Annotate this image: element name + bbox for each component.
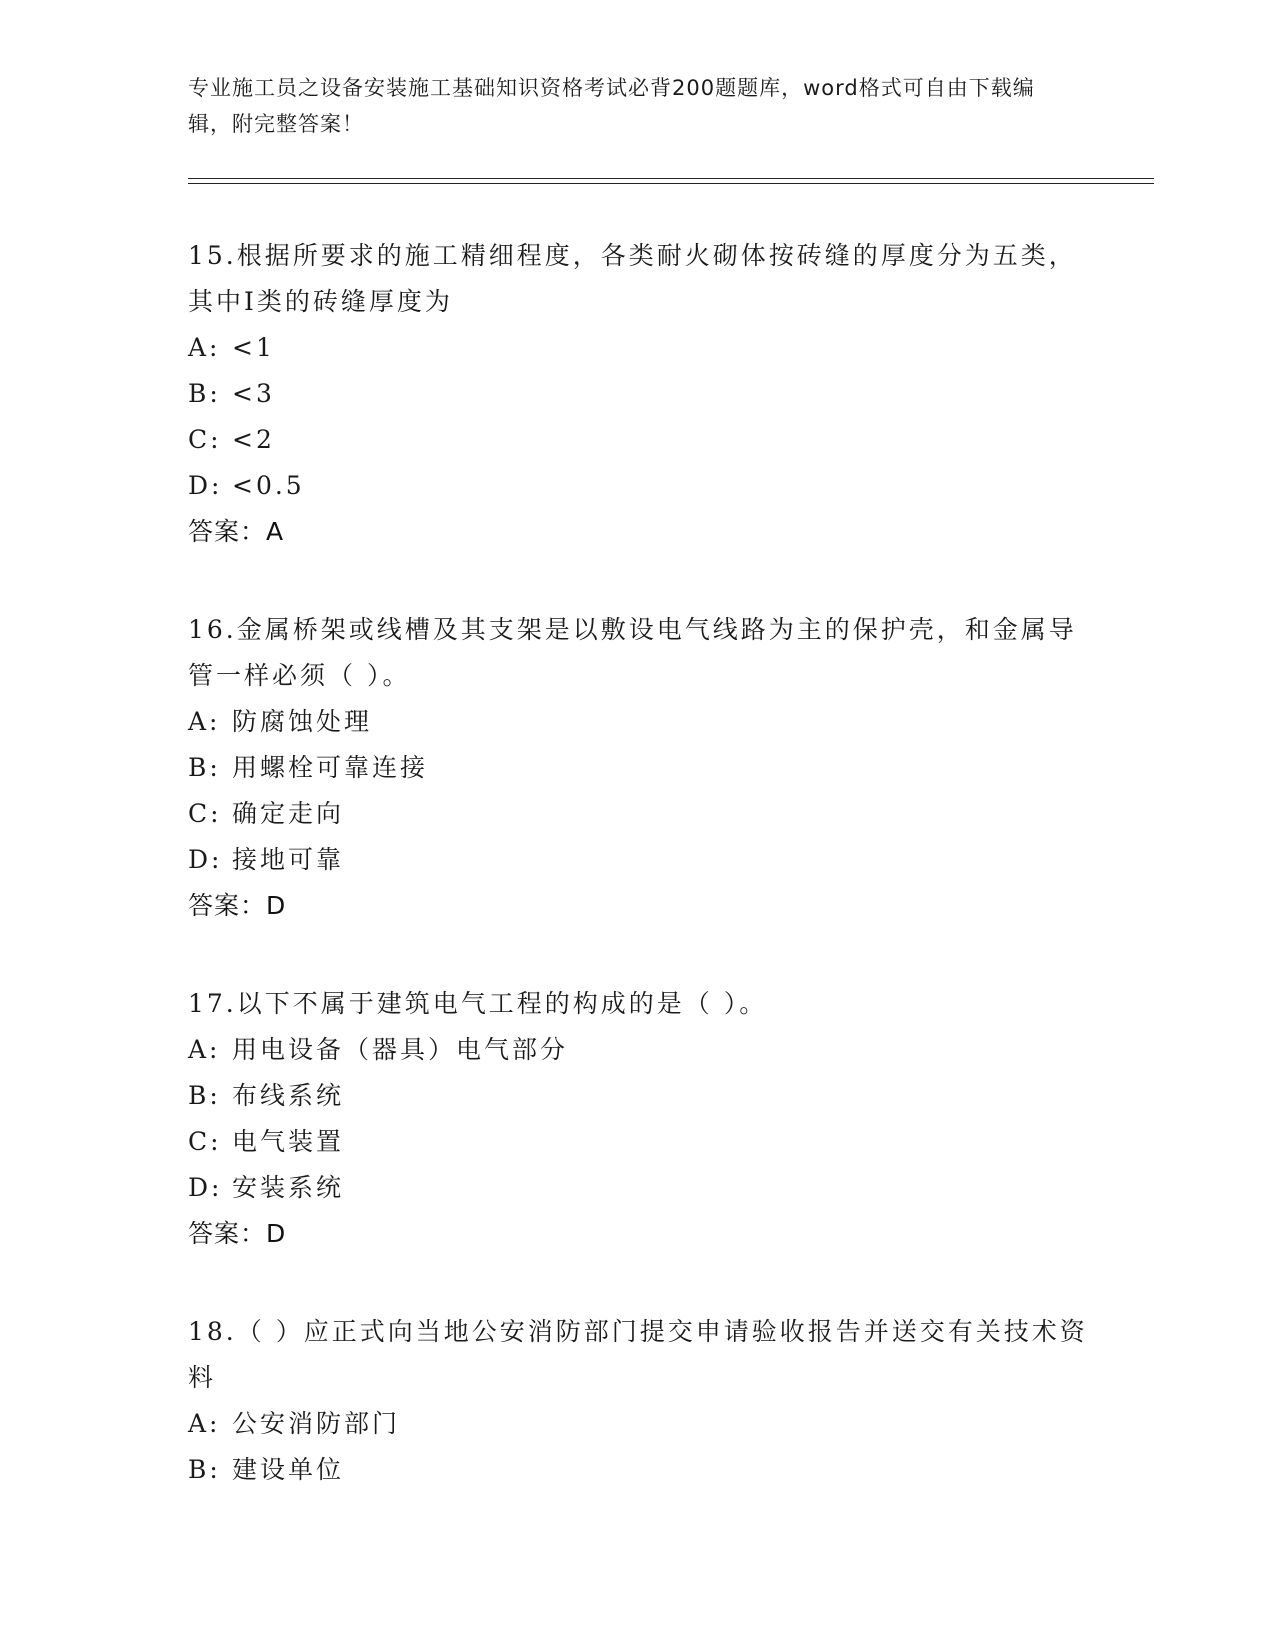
option-text: 用螺栓可靠连接: [232, 753, 429, 782]
option-letter: C:: [188, 425, 222, 454]
option-letter: A:: [188, 1409, 221, 1438]
option-letter: A:: [188, 1035, 221, 1064]
answer-line: 答案：D: [188, 1219, 287, 1248]
option-text: 防腐蚀处理: [232, 707, 373, 736]
option-text: <1: [232, 333, 275, 362]
option-text: 建设单位: [232, 1455, 345, 1484]
option-text: <0.5: [232, 471, 305, 500]
option-letter: D:: [188, 845, 223, 874]
option-a: [188, 325, 1088, 371]
option-letter: B:: [188, 379, 221, 408]
option-d: [188, 837, 1088, 883]
option-text: 电气装置: [232, 1127, 345, 1156]
option-b: [188, 371, 1088, 417]
option-text: 公安消防部门: [232, 1409, 401, 1438]
question-18: [188, 1309, 1088, 1493]
question-stem: 15.根据所要求的施工精细程度，各类耐火砌体按砖缝的厚度分为五类，其中Ⅰ类的砖缝厚度为: [188, 241, 1077, 316]
option-text: 布线系统: [232, 1081, 345, 1110]
option-letter: B:: [188, 1081, 221, 1110]
header-divider-bottom: [188, 183, 1154, 184]
option-a: [188, 699, 1088, 745]
option-c: [188, 1119, 1088, 1165]
option-c: [188, 791, 1088, 837]
option-letter: C:: [188, 799, 222, 828]
option-d: [188, 463, 1088, 509]
option-letter: B:: [188, 1455, 221, 1484]
option-letter: B:: [188, 753, 221, 782]
option-letter: D:: [188, 1173, 223, 1202]
question-17: [188, 981, 1088, 1257]
option-b: [188, 745, 1088, 791]
option-text: <2: [232, 425, 275, 454]
option-d: [188, 1165, 1088, 1211]
question-list: [188, 233, 1088, 1545]
option-a: [188, 1027, 1088, 1073]
option-a: [188, 1401, 1088, 1447]
question-16: [188, 607, 1088, 929]
option-letter: D:: [188, 471, 223, 500]
option-letter: A:: [188, 707, 221, 736]
header-divider-top: [188, 178, 1154, 179]
answer-line: 答案：A: [188, 517, 285, 546]
question-stem: 17.以下不属于建筑电气工程的构成的是（ ）。: [188, 989, 768, 1018]
option-text: 用电设备（器具）电气部分: [232, 1035, 569, 1064]
document-header: 专业施工员之设备安装施工基础知识资格考试必背200题题库，word格式可自由下载编辑，附完整答案！: [188, 76, 1035, 136]
question-stem: 16.金属桥架或线槽及其支架是以敷设电气线路为主的保护壳，和金属导管一样必须（ ）。: [188, 615, 1077, 690]
option-text: 安装系统: [232, 1173, 345, 1202]
option-letter: A:: [188, 333, 221, 362]
question-stem: 18.（ ）应正式向当地公安消防部门提交申请验收报告并送交有关技术资料: [188, 1317, 1088, 1392]
option-text: 确定走向: [232, 799, 345, 828]
question-15: [188, 233, 1088, 555]
option-text: <3: [232, 379, 275, 408]
option-c: [188, 417, 1088, 463]
option-text: 接地可靠: [232, 845, 345, 874]
answer-line: 答案：D: [188, 891, 287, 920]
option-b: [188, 1447, 1088, 1493]
option-b: [188, 1073, 1088, 1119]
option-letter: C:: [188, 1127, 222, 1156]
